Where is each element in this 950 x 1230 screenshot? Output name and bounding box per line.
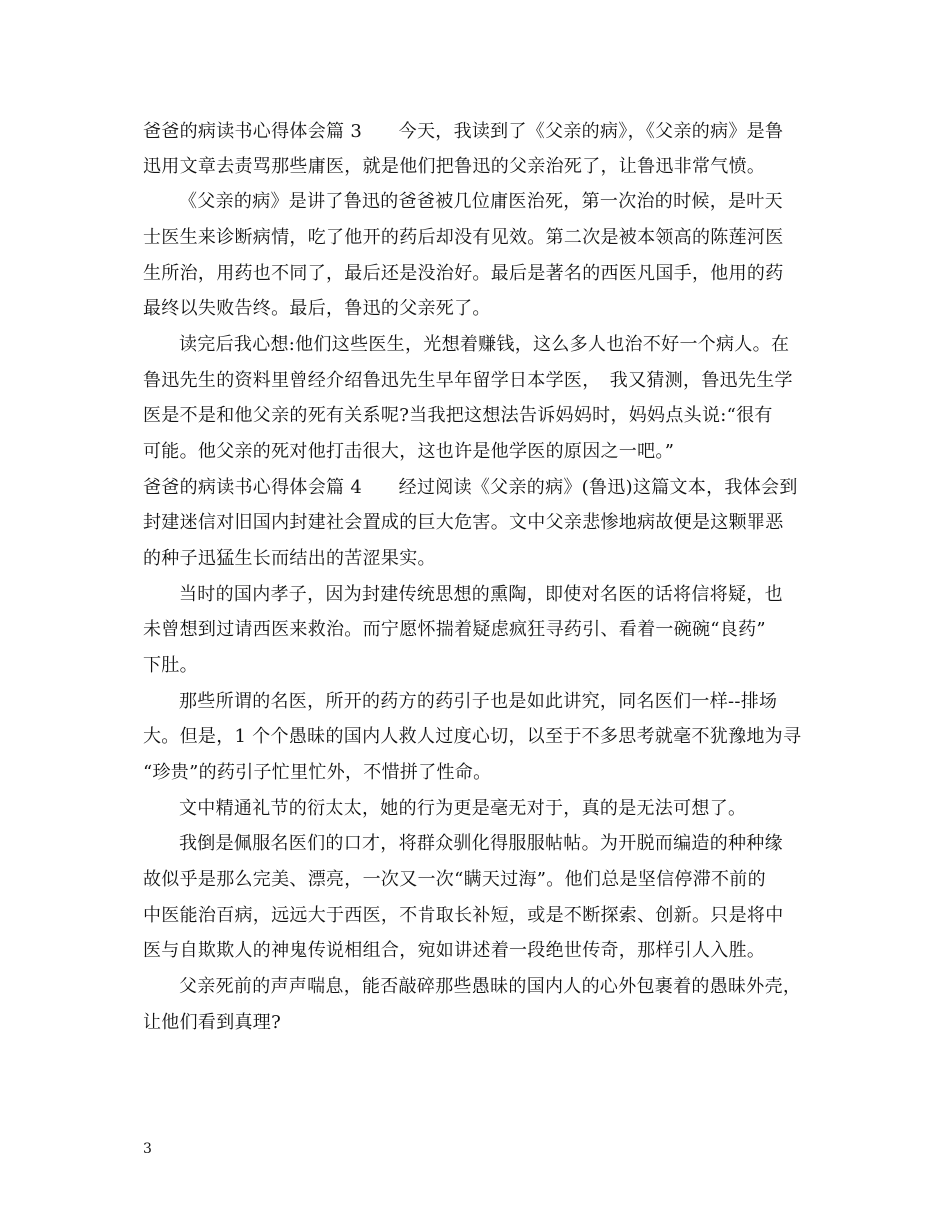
text-line: 的种子迅猛生长而结出的苦涩果实。 (143, 548, 436, 569)
text-line: 可能。他父亲的死对他打击很大，这也许是他学医的原因之一吧。” (143, 441, 675, 462)
text-line: 读完后我心想:他们这些医生，光想着赚钱，这么多人也治不好一个病人。在 (179, 334, 790, 355)
text-line: 下肚。 (143, 655, 198, 676)
text-line: 父亲死前的声声喘息，能否敲碎那些愚昧的国内人的心外包裹着的愚昧外壳， (179, 976, 802, 997)
page-number: 3 (143, 1141, 152, 1157)
text-line: 让他们看到真理? (143, 1012, 282, 1033)
text-line: 爸爸的病读书心得体会篇 4 经过阅读《父亲的病》(鲁迅)这篇文本，我体会到 (143, 477, 798, 498)
text-line: 《父亲的病》是讲了鲁迅的爸爸被几位庸医治死，第一次治的时候，是叶天 (179, 191, 783, 212)
text-line: 生所治，用药也不同了，最后还是没治好。最后是著名的西医凡国手，他用的药 (143, 263, 784, 284)
text-line: 迅用文章去责骂那些庸医，就是他们把鲁迅的父亲治死了，让鲁迅非常气愤。 (143, 156, 766, 177)
text-line: 最终以失败告终。最后，鲁迅的父亲死了。 (143, 298, 491, 319)
text-line: 当时的国内孝子，因为封建传统思想的熏陶，即使对名医的话将信将疑，也 (179, 584, 783, 605)
text-line: 我倒是佩服名医们的口才，将群众驯化得服服帖帖。为开脱而编造的种种缘 (179, 833, 783, 854)
text-line: 士医生来诊断病情，吃了他开的药后却没有见效。第二次是被本领高的陈莲河医 (143, 227, 784, 248)
text-line: 封建迷信对旧国内封建社会置成的巨大危害。文中父亲悲惨地病故便是这颗罪恶 (143, 512, 784, 533)
text-line: 鲁迅先生的资料里曾经介绍鲁迅先生早年留学日本学医， 我又猜测，鲁迅先生学 (143, 370, 793, 391)
text-line: “珍贵”的药引子忙里忙外，不惜拼了性命。 (143, 762, 492, 783)
text-line: 爸爸的病读书心得体会篇 3 今天，我读到了《父亲的病》，《父亲的病》是鲁 (143, 121, 784, 142)
text-line: 故似乎是那么完美、漂亮，一次又一次“瞒天过海”。他们总是坚信停滞不前的 (143, 869, 766, 890)
text-line: 那些所谓的名医，所开的药方的药引子也是如此讲究，同名医们一样--排场 (179, 691, 778, 712)
text-line: 大。但是，1 个个愚昧的国内人救人过度心切，以至于不多思考就毫不犹豫地为寻 (143, 726, 802, 747)
text-line: 文中精通礼节的衍太太，她的行为更是毫无对于，真的是无法可想了。 (179, 798, 747, 819)
text-line: 医是不是和他父亲的死有关系呢?当我把这想法告诉妈妈时，妈妈点头说:“很有 (143, 405, 773, 426)
text-line: 中医能治百病，远远大于西医，不肯取长补短，或是不断探索、创新。只是将中 (143, 905, 784, 926)
text-line: 医与自欺欺人的神鬼传说相组合，宛如讲述着一段绝世传奇，那样引人入胜。 (143, 940, 766, 961)
text-line: 未曾想到过请西医来救治。而宁愿怀揣着疑虑疯狂寻药引、看着一碗碗“良药” (143, 619, 766, 640)
